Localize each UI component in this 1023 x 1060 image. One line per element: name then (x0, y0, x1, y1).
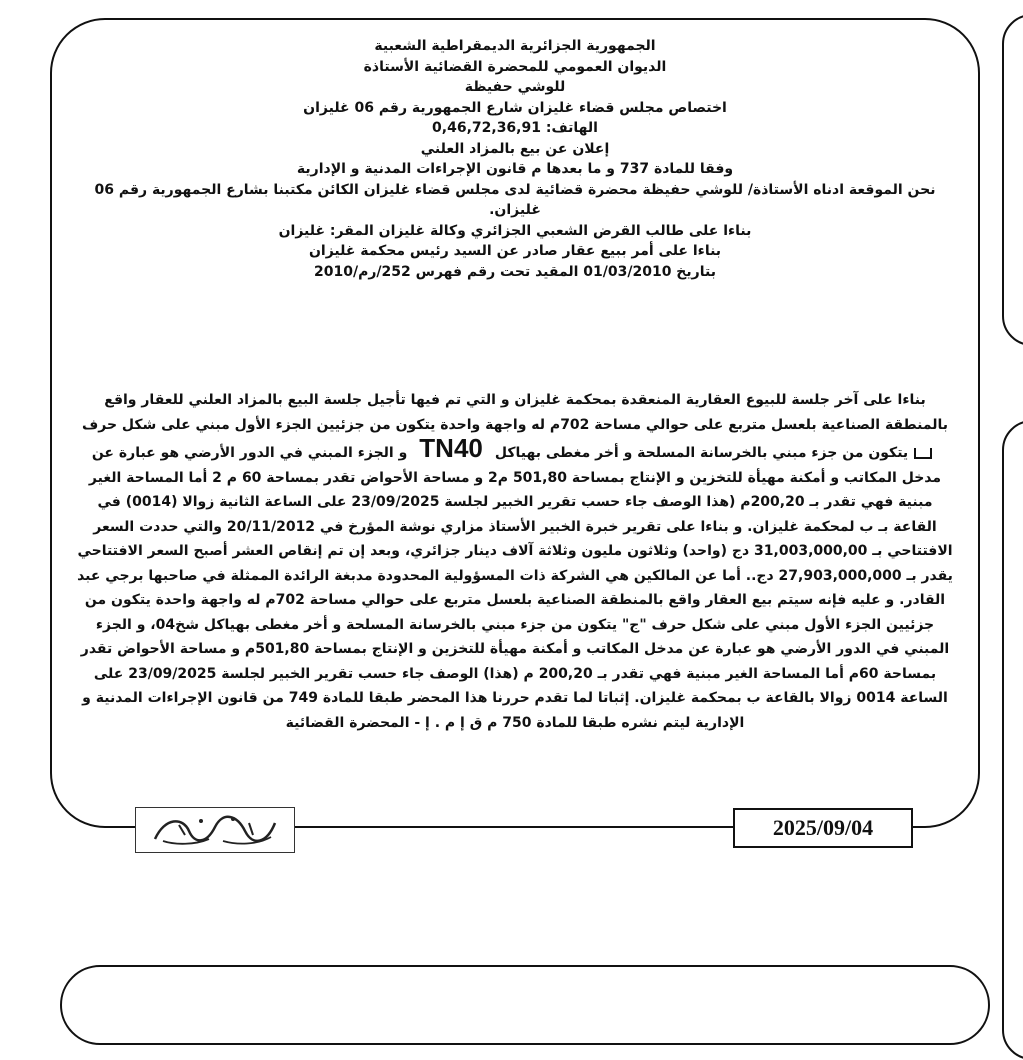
office-phone: الهاتف: 0,46,72,36,91 (432, 120, 598, 136)
bailiff-name: للوشي حفيظة (464, 79, 566, 95)
body-paragraph-4: الإنتاج بمساحة 501,80 م2 و مساحة الأحواض تقدر بمساحة 60 م 2 أما المساحة الغير مبنية فهي تقدر بـ 200,20م (هذا الوصف جاء حسب تقرير الخبير لجلسة 23/09/2025 على الساعة الثانية زوالا (0014) في القاعة بـ ب لمحكمة غليزان. و بناءا على تقرير خبرة الخبير الأستاذ مزاري نوشة المؤرخ في 20/11/2012 والتي حددت السعر الافتتاحي بـ 31,003,000,00 دج (واحد) وثلاثون مليون وثلاثة آلاف دينار جزائري، وبعد إن تم إنقاص العشر أصبح السعر الافتتاحي يقدر بـ 27,903,000,000 دج.. أما عن المالكين هي الشركة ذات المسؤولية المحدودة مدبغة الرائدة الممثلة في صاحبها برجي عبد القادر. و عليه فإنه سيتم بيع العقار واقع بالمنطقة الصناعية بلعسل متربع على حوالي مساحة 702م له واجهة واحدة يتكون من جزئيين الجزء الأول مبني على شكل حرف "ج" يتكون من جزء مبني بالخرسانة المسلحة و أخر مغطى بهياكل شخ04، و الجزء المبني في الدور الأرضي هو عبارة عن مدخل المكاتب و أمكنة مهيأة للتخزين و الإنتاج بمساحة 501,80م و مساحة الأحواض تقدر بمساحة 60م أما المساحة الغير مبنية فهي تقدر بـ 200,20 م (هذا) الوصف جاء حسب تقرير الخبير لجلسة 23/09/2025 على الساعة 0014 زوالا بالقاعة ب بمحكمة غليزان. إثباتا لما تقدم حررنا هذا المحضر طبقا للمادة 749 من قانون الإجراءات المدنية و الإدارية ليتم نشره طبقا للمادة 750 م ق إ م . إ - المحضرة القضائية (77, 469, 953, 731)
office-address: اختصاص مجلس قضاء غليزان شارع الجمهورية رقم 06 غليزان (303, 99, 727, 116)
republic-name: الجمهورية الجزائرية الديمقراطية الشعبية (374, 38, 656, 54)
publication-date: 2025/09/04 (733, 808, 913, 848)
body-paragraph-2b: يتكون من جزء مبني بالخرسانة المسلحة و أخر مغطى (545, 445, 909, 461)
adjacent-ad-frame-bottom (1002, 420, 1023, 1060)
office-name: الديوان العمومي للمحضرة القضائية الأستاذة (363, 58, 667, 75)
structure-code: TN40 (419, 433, 483, 463)
calligraphy-logo-icon (145, 811, 285, 849)
body-paragraph-1: بناءا على آخر جلسة للبيوع العقارية المنعقدة بمحكمة غليزان و التي تم فيها تأجيل جلسة البيع بالمزاد العلني للعقار واقع بالمنطقة الصناعية بلعسل متربع على حوالي مساحة 702م له واجهة واحدة يتكون من (104, 392, 949, 433)
court-order: بناءا على أمر ببيع عقار صادر عن السيد رئيس محكمة غليزان (308, 243, 722, 259)
body-paragraph-3a: بهياكل (494, 445, 541, 461)
adjacent-ad-frame-top (1002, 14, 1023, 346)
body-paragraph-3b: و الجزء المبني في الدور الأرضي هو عبارة عن مدخل المكاتب و أمكنة مهيأة للتخزين و (91, 445, 942, 486)
bailiff-statement: نحن الموقعة ادناه الأستاذة/ للوشي حفيظة محضرة قضائية لدى مجلس قضاء غليزان الكائن مكتبنا بشارع الجمهورية رقم 06 غليزان. (94, 181, 936, 218)
l-shape-icon (914, 448, 932, 459)
legal-basis: وفقا للمادة 737 و ما بعدها م قانون الإجراءات المدنية و الإدارية (296, 161, 734, 177)
body-paragraph-2a: جزئيين الجزء الأول مبني على شكل حرف (81, 416, 365, 433)
announcement-body (75, 388, 955, 735)
order-date: بتاريخ 01/03/2010 المقيد تحت رقم فهرس 252/رم/2010 (314, 263, 716, 280)
newspaper-logo (135, 807, 295, 853)
announcement-title: إعلان عن بيع بالمزاد العلني (420, 140, 610, 157)
requesting-party: بناءا على طالب القرض الشعبي الجزائري وكالة غليزان المقر: غليزان (278, 222, 752, 239)
next-ad-frame (60, 965, 990, 1045)
announcement-header (80, 36, 950, 282)
